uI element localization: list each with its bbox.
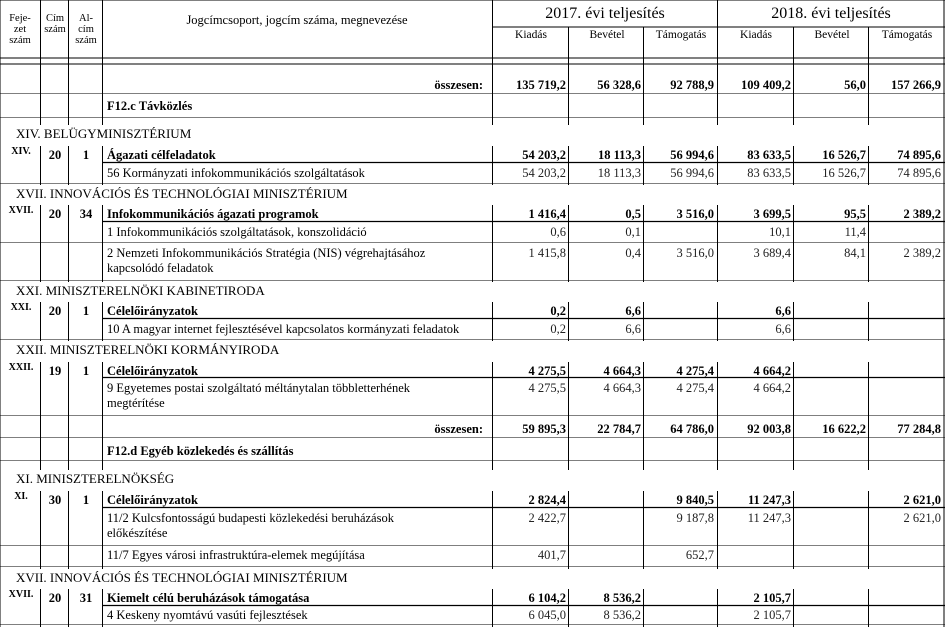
value-k18: 3 689,4 <box>753 246 791 260</box>
value-b17: 18 113,3 <box>597 148 641 162</box>
item-label: 10 A magyar internet fejlesztésével kapcsolatos kormányzati feladatok <box>107 322 460 336</box>
ministry-heading-kabinet: XXI. MINISZTERELNÖKI KABINETIRODA <box>16 283 265 298</box>
header-subtitle-l1: Al- <box>79 13 93 24</box>
value-t18: 74 895,6 <box>897 148 941 162</box>
subtitle-number: 31 <box>79 591 93 605</box>
value-k18: 10,1 <box>769 225 791 239</box>
value-k18: 109 409,2 <box>741 78 791 92</box>
item-label-line1: 11/2 Kulcsfontosságú budapesti közlekedési beruházások <box>107 511 394 525</box>
value-t18: 2 389,2 <box>903 246 941 260</box>
value-k18: 11 247,3 <box>747 511 791 525</box>
value-k18: 2 105,7 <box>753 608 791 622</box>
value-k17: 4 275,5 <box>528 364 566 378</box>
ministry-heading-itm2: XVII. INNOVÁCIÓS ÉS TECHNOLÓGIAI MINISZTÉRIUM <box>16 570 348 585</box>
value-t18: 2 621,0 <box>903 493 941 507</box>
header-bevetel-2018: Bevétel <box>814 29 850 41</box>
value-b18: 16 526,7 <box>822 148 866 162</box>
value-k17: 54 203,2 <box>522 148 566 162</box>
value-t17: 4 275,4 <box>676 381 714 395</box>
title-number: 20 <box>48 207 62 221</box>
section-title-f12d: F12.d Egyéb közlekedés és szállítás <box>107 444 294 458</box>
subtitle-number: 1 <box>82 148 90 162</box>
item-label-line2: megtérítése <box>107 396 165 410</box>
value-b18: 95,5 <box>844 207 866 221</box>
value-k18: 4 664,2 <box>753 364 791 378</box>
value-t18: 77 284,8 <box>897 422 941 436</box>
header-title-num <box>42 13 68 35</box>
value-t17: 3 516,0 <box>676 246 714 260</box>
value-t18: 157 266,9 <box>891 78 941 92</box>
title-number: 30 <box>48 493 62 507</box>
value-k17: 4 275,5 <box>528 381 566 395</box>
value-k17: 2 422,7 <box>528 511 566 525</box>
chapter-number: XIV. <box>11 146 31 157</box>
group-label: Ágazati célfeladatok <box>107 148 216 162</box>
value-b17: 0,5 <box>625 207 641 221</box>
header-subtitle-l2: cím <box>78 24 94 35</box>
value-k18: 4 664,2 <box>753 381 791 395</box>
ministry-heading-itm1: XVII. INNOVÁCIÓS ÉS TECHNOLÓGIAI MINISZTÉRIUM <box>16 186 348 201</box>
value-k17: 6 045,0 <box>528 608 566 622</box>
group-label: Célelőirányzatok <box>107 304 198 318</box>
chapter-number: XXI. <box>10 302 32 313</box>
value-b18: 16 622,2 <box>822 422 866 436</box>
value-k17: 135 719,2 <box>516 78 566 92</box>
value-k17: 59 895,3 <box>522 422 566 436</box>
item-label: 1 Infokommunikációs szolgáltatások, konszolidáció <box>107 225 367 239</box>
value-k17: 0,2 <box>550 304 566 318</box>
group-label: Célelőirányzatok <box>107 364 198 378</box>
header-year-2017: 2017. évi teljesítés <box>545 5 665 22</box>
value-t17: 9 840,5 <box>676 493 714 507</box>
item-label-line2: kapcsolódó feladatok <box>107 261 214 275</box>
value-k18: 83 633,5 <box>747 148 791 162</box>
item-label: 11/7 Egyes városi infrastruktúra-elemek megújítása <box>107 548 365 562</box>
subtitle-number: 1 <box>82 493 90 507</box>
header-chapter-l2: zet <box>13 24 27 35</box>
chapter-number: XXII. <box>8 362 34 373</box>
ministry-heading-me: XI. MINISZTERELNÖKSÉG <box>16 471 175 486</box>
value-k18: 3 699,5 <box>753 207 791 221</box>
value-t18: 74 895,6 <box>897 166 941 180</box>
value-t18: 2 389,2 <box>903 207 941 221</box>
header-kiadas-2017: Kiadás <box>515 29 547 41</box>
header-chapter-l3: szám <box>9 35 31 46</box>
subtitle-number: 1 <box>82 364 90 378</box>
chapter-number: XVII. <box>8 205 34 216</box>
value-b17: 22 784,7 <box>597 422 641 436</box>
value-k18: 2 105,7 <box>753 591 791 605</box>
header-year-2018: 2018. évi teljesítés <box>771 5 891 22</box>
header-tamogatas-2018: Támogatás <box>881 29 933 41</box>
value-k18: 92 003,8 <box>747 422 791 436</box>
item-label-line2: előkészítése <box>107 526 168 540</box>
title-number: 19 <box>48 364 62 378</box>
total-label: összesen: <box>434 422 483 436</box>
header-name: Jogcímcsoport, jogcím száma, megnevezése <box>186 13 408 27</box>
title-number: 20 <box>48 148 62 162</box>
value-b18: 56,0 <box>844 78 866 92</box>
header-chapter-l1: Feje- <box>9 13 31 24</box>
value-b17: 0,1 <box>625 225 641 239</box>
chapter-number: XI. <box>14 491 28 502</box>
value-t18: 2 621,0 <box>903 511 941 525</box>
value-k18: 11 247,3 <box>747 493 791 507</box>
header-subtitle-l3: szám <box>75 35 97 46</box>
header-subtitle-num <box>70 13 102 46</box>
header-bevetel-2017: Bevétel <box>589 29 625 41</box>
value-t17: 3 516,0 <box>676 207 714 221</box>
group-label: Infokommunikációs ágazati programok <box>107 207 319 221</box>
value-b18: 11,4 <box>844 225 866 239</box>
header-tamogatas-2017: Támogatás <box>655 29 707 41</box>
value-b17: 56 328,6 <box>597 78 641 92</box>
value-k17: 1 415,8 <box>528 246 566 260</box>
chapter-number: XVII. <box>8 589 34 600</box>
section-title-f12c: F12.c Távközlés <box>107 99 193 113</box>
value-t17: 9 187,8 <box>676 511 714 525</box>
value-k17: 54 203,2 <box>522 166 566 180</box>
value-k17: 401,7 <box>537 548 566 562</box>
value-k17: 0,2 <box>550 322 566 336</box>
header-title-l2: szám <box>44 24 66 35</box>
item-label-line1: 9 Egyetemes postai szolgáltató méltánytalan többletterhének <box>107 381 411 395</box>
value-t17: 56 994,6 <box>670 148 714 162</box>
value-b18: 16 526,7 <box>822 166 866 180</box>
ministry-heading-belugy: XIV. BELÜGYMINISZTÉRIUM <box>16 126 192 141</box>
subtitle-number: 1 <box>82 304 90 318</box>
value-b18: 84,1 <box>844 246 866 260</box>
value-b17: 6,6 <box>625 304 641 318</box>
title-number: 20 <box>48 591 62 605</box>
header-kiadas-2018: Kiadás <box>740 29 772 41</box>
value-b17: 4 664,3 <box>603 381 641 395</box>
value-t17: 92 788,9 <box>670 78 714 92</box>
value-k18: 6,6 <box>775 322 791 336</box>
value-k18: 83 633,5 <box>747 166 791 180</box>
value-b17: 8 536,2 <box>603 608 641 622</box>
subtitle-number: 34 <box>79 207 93 221</box>
value-b17: 0,4 <box>625 246 641 260</box>
group-label: Célelőirányzatok <box>107 493 198 507</box>
item-label-line1: 2 Nemzeti Infokommunikációs Stratégia (NIS) végrehajtásához <box>107 246 426 260</box>
value-b17: 4 664,3 <box>603 364 641 378</box>
value-k17: 6 104,2 <box>528 591 566 605</box>
value-k17: 2 824,4 <box>528 493 566 507</box>
value-b17: 8 536,2 <box>603 591 641 605</box>
header-chapter <box>2 13 38 46</box>
value-k18: 6,6 <box>775 304 791 318</box>
ministry-heading-korm: XXII. MINISZTERELNÖKI KORMÁNYIRODA <box>16 342 280 357</box>
value-t17: 652,7 <box>685 548 714 562</box>
title-number: 20 <box>48 304 62 318</box>
value-b17: 6,6 <box>625 322 641 336</box>
value-k17: 0,6 <box>550 225 566 239</box>
header-title-l1: Cím <box>45 13 65 24</box>
value-b17: 18 113,3 <box>597 166 641 180</box>
value-k17: 1 416,4 <box>528 207 566 221</box>
value-t17: 64 786,0 <box>670 422 714 436</box>
group-label: Kiemelt célú beruházások támogatása <box>107 591 310 605</box>
value-t17: 56 994,6 <box>670 166 714 180</box>
value-t17: 4 275,4 <box>676 364 714 378</box>
item-label: 4 Keskeny nyomtávú vasúti fejlesztések <box>107 608 308 622</box>
total-label: összesen: <box>434 78 483 92</box>
item-label: 56 Kormányzati infokommunikációs szolgáltatások <box>107 166 365 180</box>
